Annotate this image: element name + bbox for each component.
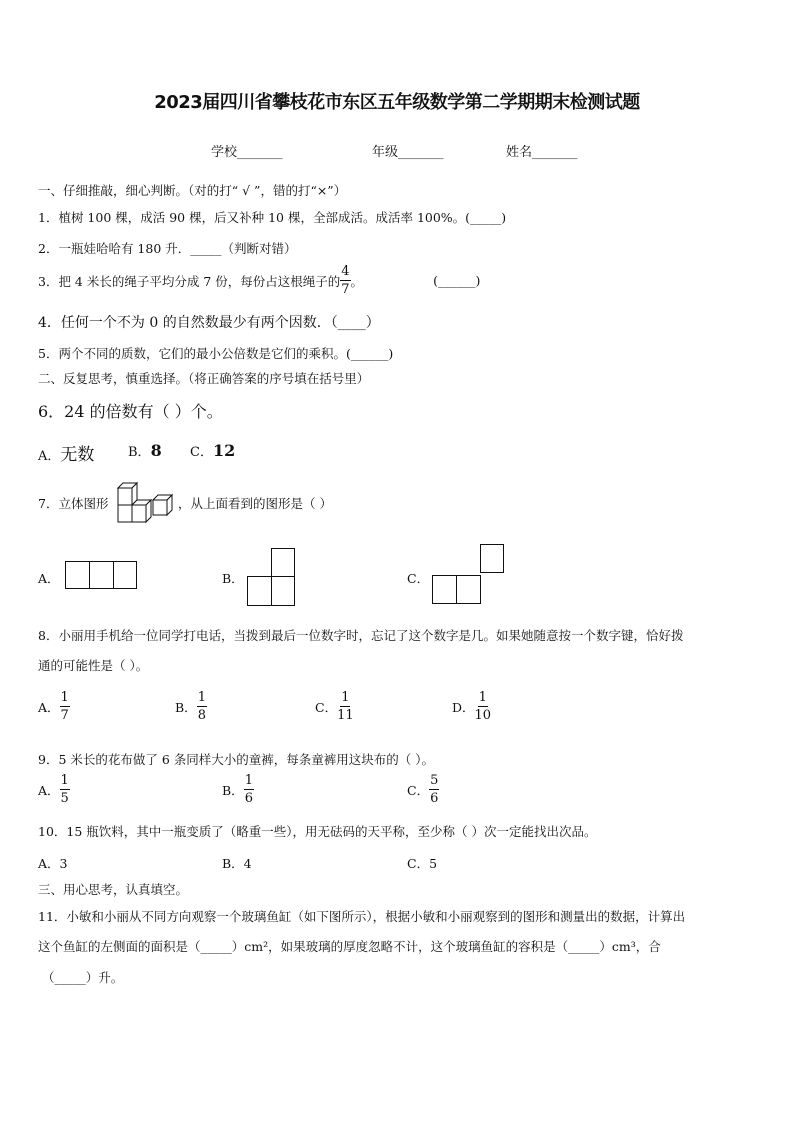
question-3-post: 。 [350,273,364,289]
question-10: 10．15 瓶饮料，其中一瓶变质了（略重一些），用无砝码的天平称，至少称（ ）次一定能找出次品。 [38,824,597,839]
option-fraction [60,774,70,805]
school-field[interactable]: 学校_______ [211,145,283,160]
option-label: A． [38,782,60,798]
question-3-text: 3．把 4 米长的绳子平均分成 7 份，每份占这根绳子的 [38,273,341,289]
option-b-text: 8 [150,441,162,460]
question-5: 5．两个不同的质数，它们的最小公倍数是它们的乘积。(______) [38,346,394,361]
question-8-option-c [315,691,354,722]
question-8-option-b [175,691,207,722]
section-1-heading: 一、仔细推敲，细心判断。（对的打“ √ ”，错的打“×”） [38,183,347,198]
question-11-line-2: 这个鱼缸的左侧面的面积是（_____）cm²，如果玻璃的厚度忽略不计，这个玻璃鱼缸的容积是（_____）cm³，合 [38,939,661,954]
question-7-suffix: ，从上面看到的图形是（ ） [178,496,332,511]
grade-field[interactable]: 年级_______ [372,145,444,160]
fraction-numerator: 5 [430,773,439,788]
section-3-heading: 三、用心思考，认真填空。 [38,882,189,897]
question-7-option-c: C． [407,571,430,586]
question-8-option-d [452,691,491,722]
cube-figure-icon [115,481,177,524]
question-11-line-1: 11．小敏和小丽从不同方向观察一个玻璃鱼缸（如下图所示），根据小敏和小丽观察到的图形和测量出的数据，计算出 [38,909,686,924]
question-6-option-a [38,440,94,465]
option-fraction [244,774,254,805]
fraction-denominator: 6 [244,791,253,806]
option-fraction [197,691,207,722]
option-c-shape [432,544,504,604]
option-b-shape [247,548,295,606]
fraction-numerator: 1 [197,690,206,705]
question-7-option-b: B． [222,571,244,586]
question-3 [38,265,480,296]
option-fraction [337,691,354,722]
fraction-denominator: 5 [60,791,69,806]
fraction-denominator: 7 [60,708,69,723]
option-a-text: 无数 [60,445,95,465]
question-7-option-a: A． [38,571,60,586]
fraction-numerator: 1 [60,690,69,705]
option-fraction [60,691,70,722]
question-4: 4．任何一个不为 0 的自然数最少有两个因数．（____） [38,315,380,331]
question-9-option-c [407,774,439,805]
option-c-label: C． [190,445,213,460]
option-b-label: B． [128,445,151,460]
question-10-option-c: C．5 [407,856,438,871]
fraction-denominator: 10 [474,708,492,723]
option-label: B． [175,699,197,715]
name-field[interactable]: 姓名_______ [506,145,578,160]
option-a-label: A． [38,449,61,464]
fraction-numerator: 1 [244,773,253,788]
fraction-denominator: 7 [341,282,350,297]
question-3-fraction [340,265,350,296]
question-6: 6．24 的倍数有（ ）个。 [38,402,223,421]
page-title: 2023届四川省攀枝花市东区五年级数学第二学期期末检测试题 [154,92,640,113]
question-10-option-b: B．4 [222,856,252,871]
question-10-option-a: A．3 [38,856,68,871]
fraction-numerator: 1 [60,773,69,788]
question-2: 2．一瓶娃哈哈有 180 升．_____（判断对错） [38,241,297,256]
option-label: A． [38,699,60,715]
question-6-option-c [190,441,235,460]
question-3-blank: (______) [433,273,481,288]
option-label: D． [452,699,475,715]
fraction-denominator: 11 [337,708,354,723]
section-2-heading: 二、反复思考，慎重选择。（将正确答案的序号填在括号里） [38,371,370,386]
option-c-text: 12 [212,441,236,460]
option-label: C． [315,699,338,715]
option-label: B． [222,782,244,798]
fraction-numerator: 1 [478,690,487,705]
question-1: 1．植树 100 棵，成活 90 棵，后又补种 10 棵，全部成活。成活率 100%。(_____) [38,210,507,225]
option-label: C． [407,782,430,798]
option-fraction [475,691,492,722]
question-9-option-b [222,774,254,805]
option-a-shape [65,561,137,589]
question-8-option-a [38,691,70,722]
question-8-line-2: 通的可能性是（ ）。 [38,658,149,673]
fraction-numerator: 4 [341,264,350,279]
question-11-line-3: （_____）升。 [42,970,124,985]
question-9-option-a [38,774,70,805]
question-6-option-b [128,441,162,460]
fraction-denominator: 8 [197,708,206,723]
question-9: 9．5 米长的花布做了 6 条同样大小的童裤，每条童裤用这块布的（ ）。 [38,752,435,767]
fraction-denominator: 6 [430,791,439,806]
option-fraction [429,774,439,805]
question-7-prefix: 7．立体图形 [38,496,109,511]
question-8-line-1: 8．小丽用手机给一位同学打电话，当拨到最后一位数字时，忘记了这个数字是几。如果她随意按一个数字键，恰好拨 [38,628,684,643]
fraction-numerator: 1 [341,690,350,705]
